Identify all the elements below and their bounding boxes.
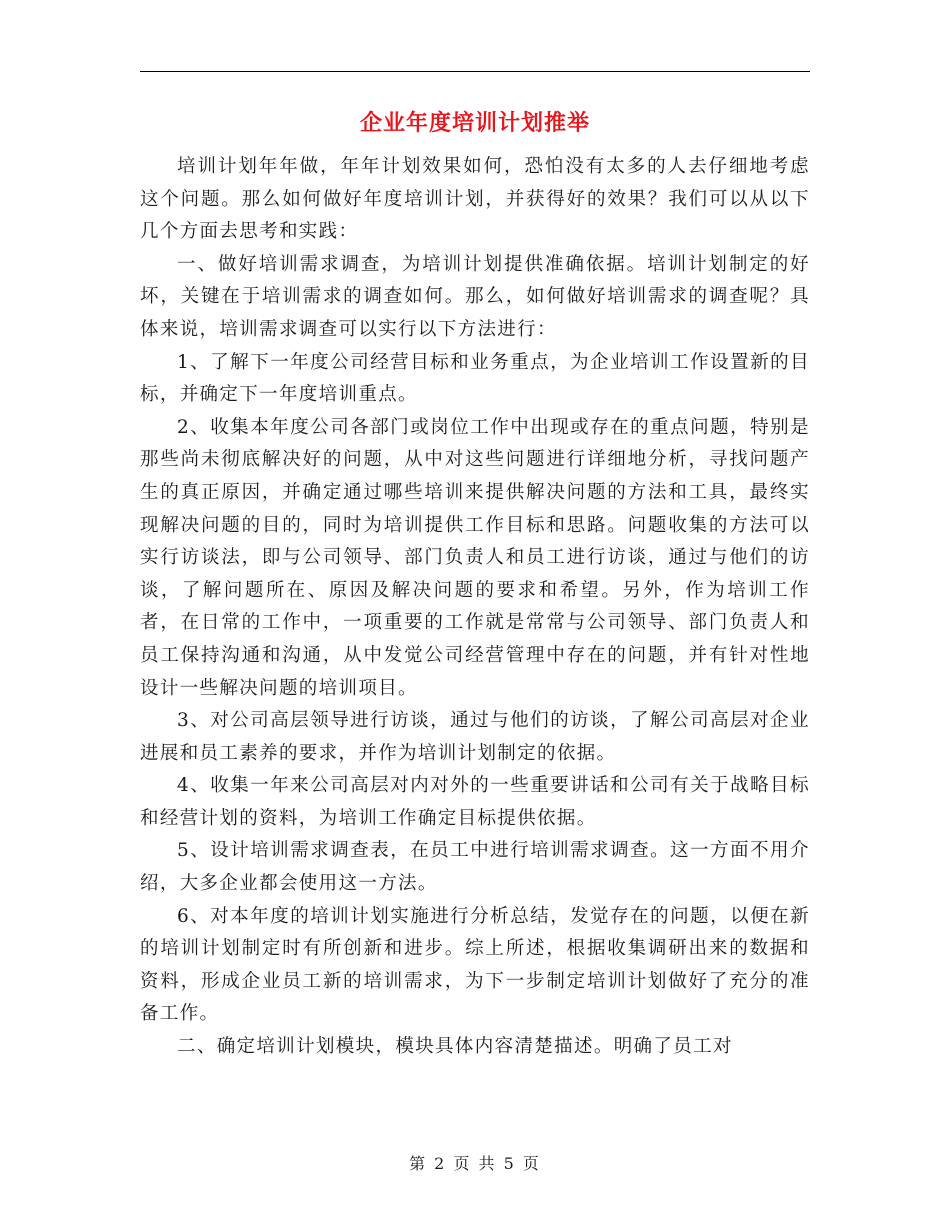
paragraph-item-4: 4、收集一年来公司高层对内对外的一些重要讲话和公司有关于战略目标和经营计划的资料，为培训工作确定目标提供依据。 [140,775,810,829]
paragraph-section-1: 一、做好培训需求调查，为培训计划提供准确依据。培训计划制定的好坏，关键在于培训需求的调查如何。那么，如何做好培训需求的调查呢？具体来说，培训需求调查可以实行以下方法进行： [140,253,810,340]
paragraph-item-1: 1、了解下一年度公司经营目标和业务重点，为企业培训工作设置新的目标，并确定下一年度培训重点。 [140,351,810,406]
header-rule [140,71,810,72]
document-body [140,151,810,1064]
paragraph-intro: 培训计划年年做，年年计划效果如何，恐怕没有太多的人去仔细地考虑这个问题。那么如何做好年度培训计划，并获得好的效果？我们可以从以下几个方面去思考和实践： [140,156,810,243]
document-title: 企业年度培训计划推举 [359,110,590,136]
page-number: 第 2 页 共 5 页 [409,1154,541,1173]
paragraph-item-2: 2、收集本年度公司各部门或岗位工作中出现或存在的重点问题，特别是那些尚未彻底解决好的问题，从中对这些问题进行详细地分析，寻找问题产生的真正原因，并确定通过哪些培训来提供解决问题的方法和工具，最终实现解决问题的目的，同时为培训提供工作目标和思路。问题收集的方法可以实行访谈法，即与公司领导、部门负责人和员工进行访谈，通过与他们的访谈，了解问题所在、原因及解决问题的要求和希望。另外，作为培训工作者，在日常的工作中，一项重要的工作就是常常与公司领导、部门负责人和员工保持沟通和沟通，从中发觉公司经营管理中存在的问题，并有针对性地设计一些解决问题的培训项目。 [140,416,810,699]
paragraph-section-2: 二、确定培训计划模块，模块具体内容清楚描述。明确了员工对 [177,1036,733,1058]
paragraph-item-3: 3、对公司高层领导进行访谈，通过与他们的访谈，了解公司高层对企业进展和员工素养的要求，并作为培训计划制定的依据。 [140,710,810,764]
paragraph-item-6: 6、对本年度的培训计划实施进行分析总结，发觉存在的问题，以便在新的培训计划制定时有所创新和进步。综上所述，根据收集调研出来的数据和资料，形成企业员工新的培训需求，为下一步制定培训计划做好了充分的准备工作。 [140,905,810,1025]
paragraph-item-5: 5、设计培训需求调查表，在员工中进行培训需求调查。这一方面不用介绍，大多企业都会使用这一方法。 [140,840,810,895]
